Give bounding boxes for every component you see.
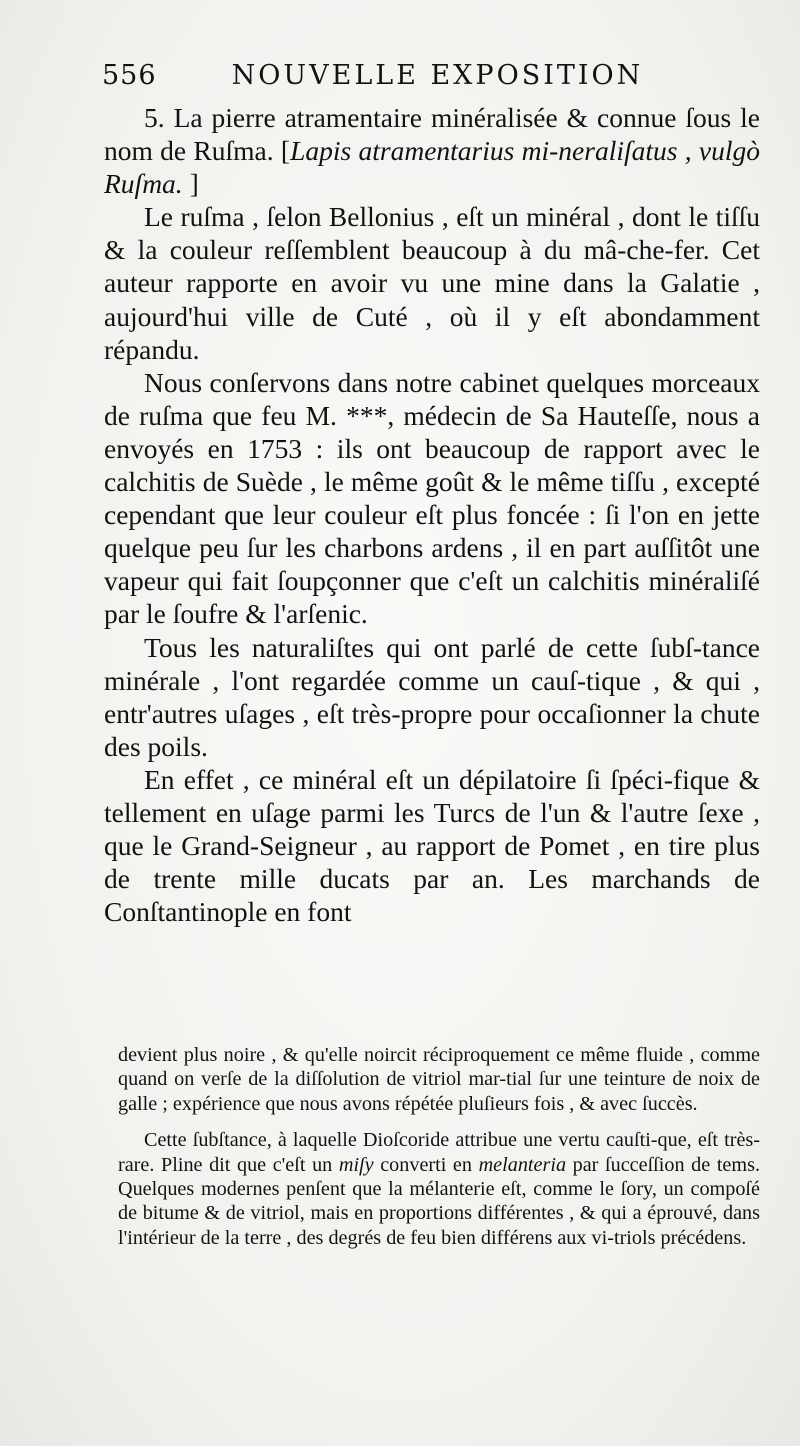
footnote-1: devient plus noire , & qu'elle noircit réciproquement ce même fluide , comme quand on verſe de la diſſolution de vitriol mar-tial ſur une teinture de noix de galle ; expérience que nous avons répétée pluſieurs fois , & avec ſuccès. [118, 1044, 760, 1115]
latin-name: Lapis atramentarius mi-neraliſatus , vulgò Ruſma. [104, 135, 760, 200]
paragraph-2: Le ruſma , ſelon Bellonius , eſt un minéral , dont le tiſſu & la couleur reſſemblent beaucoup à du mâ-che-fer. Cet auteur rapporte en avoir vu une mine dans la Galatie , aujourd'hui ville de Cuté , où il y eſt abondamment répandu. [104, 201, 760, 365]
footnotes [118, 1043, 760, 1250]
page-header [102, 60, 662, 100]
paragraph-5: En effet , ce minéral eſt un dépilatoire ſi ſpéci-fique & tellement en uſage parmi les Turcs de l'un & l'autre ſexe , que le Grand-Seigneur , au rapport de Pomet , en tire plus de trente mille ducats par an. Les marchands de Conſtantinople en font [104, 763, 760, 928]
paragraph-1-text: 5. La pierre atramentaire minéralisée & connue ſous le nom de Ruſma. [ [104, 102, 760, 167]
footnote-2-text-c: par ſucceſſion de tems. Quelques modernes penſent que la mélanterie eſt, comme le ſory, un compoſé de bitume & de vitriol, mais en proportions différentes , & qui a éprouvé, dans l'intérieur de la terre , des degrés de feu bien différens aux vi-triols précédens. [118, 1153, 760, 1249]
paragraph-1 [104, 101, 760, 200]
footnote-2-text-b: converti en [373, 1153, 479, 1176]
footnote-2 [118, 1128, 760, 1250]
term-misy: miſy [338, 1153, 374, 1176]
page-number: 556 [102, 60, 157, 91]
closing-bracket: ] [182, 168, 199, 200]
main-text [104, 101, 760, 928]
footnote-2-text-a: Cette ſubſtance, à laquelle Dioſcoride attribue une vertu cauſti-que, eſt très-rare. Pline dit que c'eſt un [118, 1129, 760, 1176]
term-melanteria: melanteria [478, 1153, 567, 1176]
paragraph-4: Tous les naturaliſtes qui ont parlé de cette ſubſ-tance minérale , l'ont regardée comme un cauſ-tique , & qui , entr'autres uſages , eſt très-propre pour occaſionner la chute des poils. [104, 631, 760, 762]
paragraph-3: Nous conſervons dans notre cabinet quelques morceaux de ruſma que feu M. ***, médecin de Sa Hauteſſe, nous a envoyés en 1753 : ils ont beaucoup de rapport avec le calchitis de Suède , le même goût & le même tiſſu , excepté cependant que leur couleur eſt plus foncée : ſi l'on en jette quelque peu ſur les charbons ardens , il en part auſſitôt une vapeur qui fait ſoupçonner que c'eſt un calchitis minéraliſé par le ſoufre & l'arſenic. [104, 366, 760, 630]
running-title: NOUVELLE EXPOSITION [231, 60, 644, 91]
